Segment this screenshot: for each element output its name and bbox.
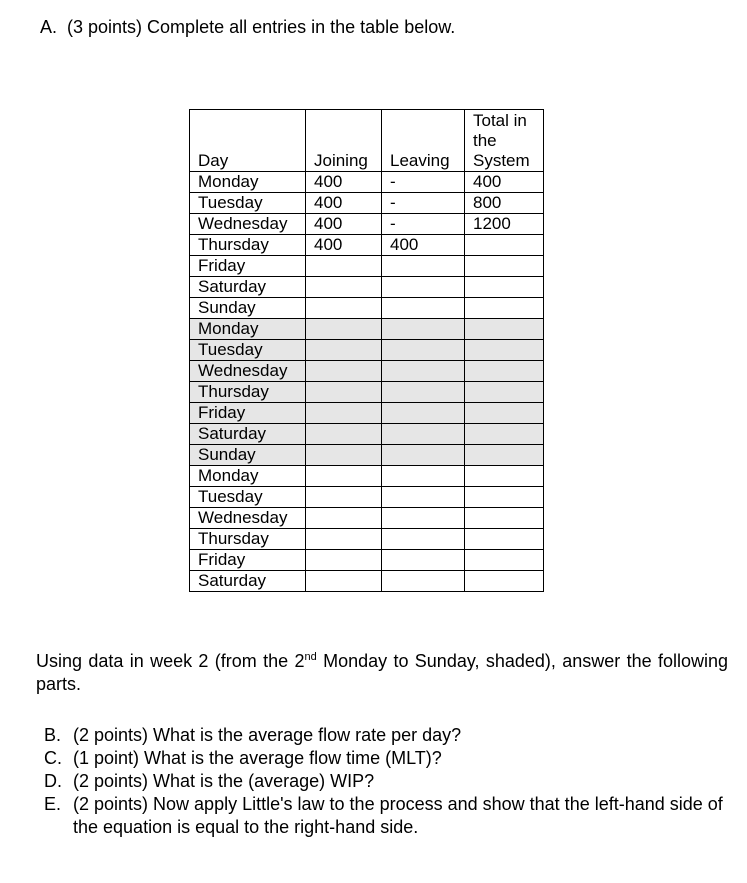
cell-leaving xyxy=(382,382,465,403)
cell-total xyxy=(465,508,544,529)
header-leaving: Leaving xyxy=(382,110,465,172)
cell-leaving xyxy=(382,340,465,361)
cell-joining xyxy=(306,403,382,424)
cell-leaving: - xyxy=(382,193,465,214)
cell-leaving xyxy=(382,571,465,592)
table-row xyxy=(190,235,544,256)
cell-leaving xyxy=(382,508,465,529)
question-a-text: (3 points) Complete all entries in the table below. xyxy=(67,17,456,37)
cell-total xyxy=(465,256,544,277)
header-joining: Joining xyxy=(306,110,382,172)
cell-total xyxy=(465,466,544,487)
cell-joining: 400 xyxy=(306,214,382,235)
part-letter: C. xyxy=(44,748,62,768)
header-total-line2: the xyxy=(473,131,497,150)
table-row xyxy=(190,256,544,277)
cell-joining xyxy=(306,382,382,403)
cell-leaving xyxy=(382,319,465,340)
cell-day: Saturday xyxy=(190,277,306,298)
table-row xyxy=(190,571,544,592)
cell-total xyxy=(465,361,544,382)
cell-leaving: 400 xyxy=(382,235,465,256)
table-row xyxy=(190,172,544,193)
cell-day: Friday xyxy=(190,403,306,424)
cell-total xyxy=(465,403,544,424)
table-row xyxy=(190,529,544,550)
cell-day: Monday xyxy=(190,466,306,487)
cell-total xyxy=(465,319,544,340)
instructions-part2: Monday to Sunday, shaded), answer the following parts. xyxy=(36,651,728,694)
table-row xyxy=(190,487,544,508)
cell-day: Wednesday xyxy=(190,361,306,382)
cell-total xyxy=(465,529,544,550)
cell-total: 800 xyxy=(465,193,544,214)
cell-day: Sunday xyxy=(190,298,306,319)
cell-total xyxy=(465,550,544,571)
cell-joining xyxy=(306,424,382,445)
table-row xyxy=(190,445,544,466)
cell-joining xyxy=(306,340,382,361)
cell-leaving xyxy=(382,445,465,466)
instructions xyxy=(36,650,728,696)
cell-leaving: - xyxy=(382,172,465,193)
cell-joining xyxy=(306,298,382,319)
cell-leaving xyxy=(382,550,465,571)
cell-day: Saturday xyxy=(190,424,306,445)
question-part xyxy=(44,793,730,839)
part-text: (1 point) What is the average flow time (MLT)? xyxy=(73,748,442,768)
cell-leaving xyxy=(382,298,465,319)
cell-total: 400 xyxy=(465,172,544,193)
cell-total xyxy=(465,340,544,361)
cell-joining xyxy=(306,487,382,508)
cell-day: Thursday xyxy=(190,382,306,403)
cell-day: Thursday xyxy=(190,529,306,550)
question-part xyxy=(44,747,730,770)
cell-leaving xyxy=(382,361,465,382)
cell-day: Friday xyxy=(190,550,306,571)
cell-day: Monday xyxy=(190,319,306,340)
cell-total: 1200 xyxy=(465,214,544,235)
cell-total xyxy=(465,571,544,592)
table-header-row xyxy=(190,110,544,172)
cell-joining: 400 xyxy=(306,235,382,256)
table-row xyxy=(190,382,544,403)
cell-day: Sunday xyxy=(190,445,306,466)
cell-joining xyxy=(306,571,382,592)
cell-joining xyxy=(306,550,382,571)
table-row xyxy=(190,214,544,235)
cell-leaving xyxy=(382,424,465,445)
table-row xyxy=(190,340,544,361)
table-row xyxy=(190,550,544,571)
cell-day: Saturday xyxy=(190,571,306,592)
cell-day: Wednesday xyxy=(190,508,306,529)
question-a xyxy=(40,17,455,38)
table-row xyxy=(190,403,544,424)
cell-leaving xyxy=(382,403,465,424)
instructions-superscript: nd xyxy=(304,651,317,663)
cell-day: Thursday xyxy=(190,235,306,256)
table-row xyxy=(190,193,544,214)
header-day: Day xyxy=(190,110,306,172)
part-letter: E. xyxy=(44,794,62,814)
cell-joining xyxy=(306,445,382,466)
cell-day: Tuesday xyxy=(190,340,306,361)
cell-total xyxy=(465,445,544,466)
cell-day: Friday xyxy=(190,256,306,277)
cell-day: Tuesday xyxy=(190,193,306,214)
instructions-part1: Using data in week 2 (from the 2 xyxy=(36,651,305,671)
cell-joining: 400 xyxy=(306,193,382,214)
part-text: (2 points) What is the (average) WIP? xyxy=(73,771,375,791)
cell-joining xyxy=(306,361,382,382)
question-a-letter: A. xyxy=(40,17,58,37)
cell-total xyxy=(465,424,544,445)
question-part xyxy=(44,724,730,747)
header-total-line1: Total in xyxy=(473,111,527,130)
cell-joining xyxy=(306,529,382,550)
cell-leaving xyxy=(382,529,465,550)
part-letter: B. xyxy=(44,725,62,745)
cell-day: Tuesday xyxy=(190,487,306,508)
part-text: (2 points) Now apply Little's law to the process and show that the left-hand side of the equation is equal to the right-hand side. xyxy=(73,794,723,837)
question-part xyxy=(44,770,730,793)
table-row xyxy=(190,277,544,298)
cell-total xyxy=(465,298,544,319)
cell-joining xyxy=(306,277,382,298)
header-total xyxy=(465,110,544,172)
question-parts xyxy=(44,724,730,839)
cell-total xyxy=(465,382,544,403)
cell-day: Monday xyxy=(190,172,306,193)
table-row xyxy=(190,361,544,382)
cell-day: Wednesday xyxy=(190,214,306,235)
cell-leaving xyxy=(382,256,465,277)
table-row xyxy=(190,319,544,340)
part-text: (2 points) What is the average flow rate per day? xyxy=(73,725,462,745)
cell-total xyxy=(465,277,544,298)
cell-joining xyxy=(306,466,382,487)
table-row xyxy=(190,466,544,487)
part-letter: D. xyxy=(44,771,62,791)
table-row xyxy=(190,508,544,529)
table-row xyxy=(190,424,544,445)
cell-total xyxy=(465,235,544,256)
cell-joining xyxy=(306,319,382,340)
cell-leaving xyxy=(382,466,465,487)
cell-total xyxy=(465,487,544,508)
cell-leaving xyxy=(382,487,465,508)
cell-joining: 400 xyxy=(306,172,382,193)
table-row xyxy=(190,298,544,319)
header-total-line3: System xyxy=(473,151,530,170)
cell-leaving: - xyxy=(382,214,465,235)
cell-leaving xyxy=(382,277,465,298)
flow-table xyxy=(189,109,544,592)
cell-joining xyxy=(306,508,382,529)
cell-joining xyxy=(306,256,382,277)
